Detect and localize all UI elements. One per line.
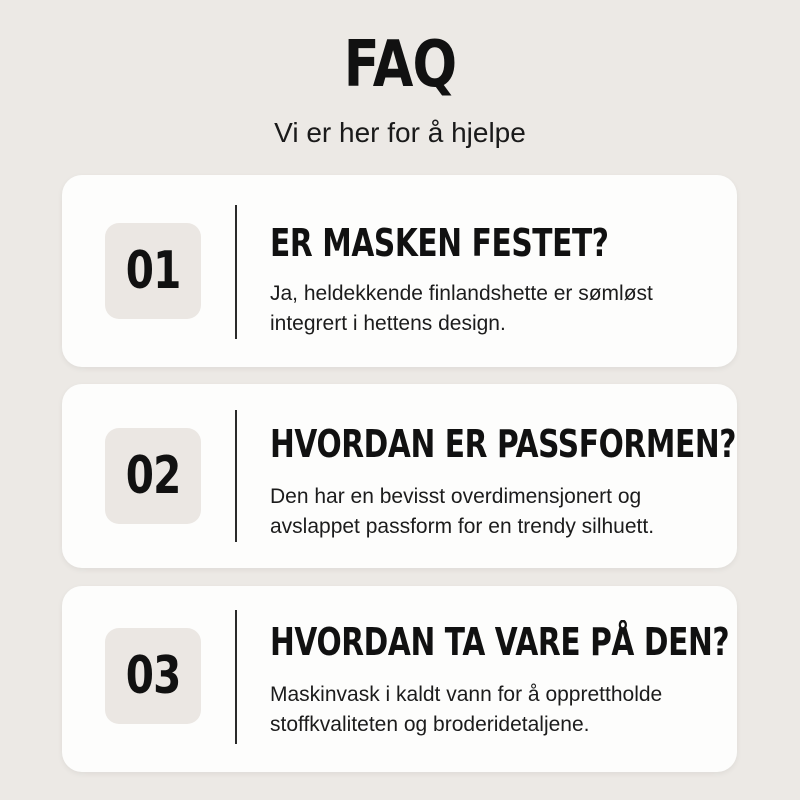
faq-answer: Den har en bevisst overdimensjonert og avslappet passform for en trendy silhuett. xyxy=(270,485,655,538)
faq-number: 01 xyxy=(125,241,181,301)
page-subtitle: Vi er her for å hjelpe xyxy=(274,117,526,148)
faq-question: ER MASKEN FESTET? xyxy=(270,221,609,265)
faq-card-1[interactable] xyxy=(62,175,737,367)
faq-card-3[interactable] xyxy=(62,586,737,772)
faq-divider xyxy=(235,410,237,542)
faq-number: 03 xyxy=(125,646,181,706)
faq-number-badge xyxy=(105,428,201,524)
page-title: FAQ xyxy=(343,28,457,102)
faq-divider xyxy=(235,205,237,339)
faq-card-2[interactable] xyxy=(62,384,737,568)
faq-divider xyxy=(235,610,237,744)
faq-number: 02 xyxy=(125,446,181,506)
faq-question: HVORDAN ER PASSFORMEN? xyxy=(270,422,737,466)
faq-number-badge xyxy=(105,628,201,724)
faq-answer: Maskinvask i kaldt vann for å opprettholde stoffkvaliteten og broderidetaljene. xyxy=(270,683,663,736)
faq-number-badge xyxy=(105,223,201,319)
faq-question: HVORDAN TA VARE PÅ DEN? xyxy=(270,620,730,664)
faq-answer: Ja, heldekkende finlandshette er sømløst integrert i hettens design. xyxy=(270,282,653,335)
